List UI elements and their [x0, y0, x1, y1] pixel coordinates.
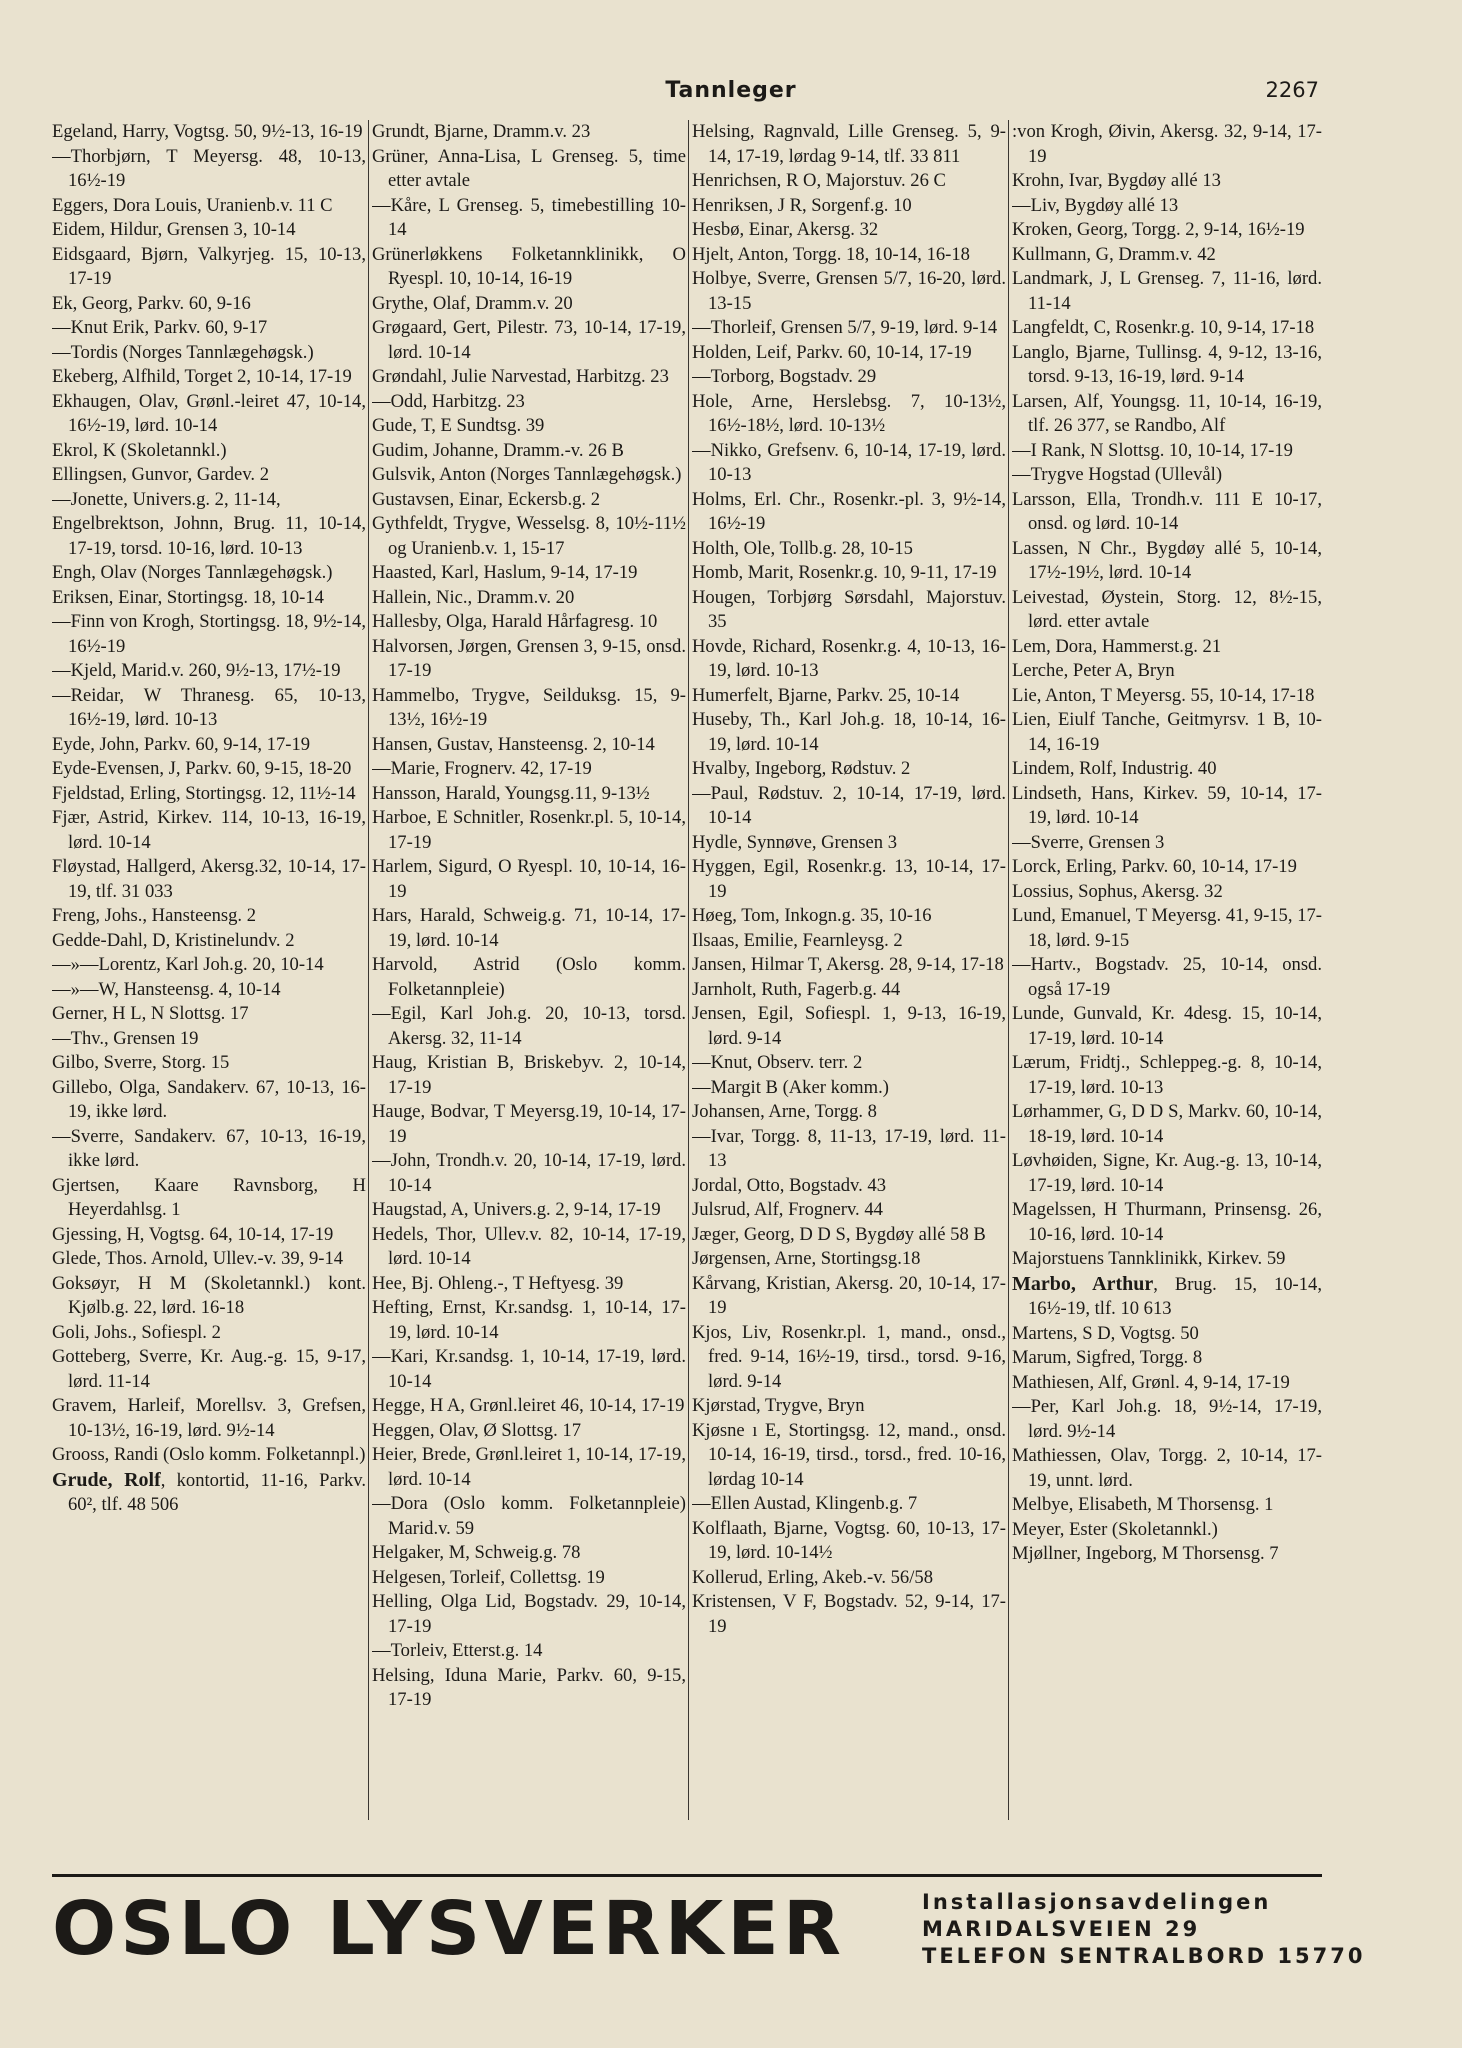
- directory-entry: Grünerløkkens Folketannklinikk, O Ryespl. 10, 10-14, 16-19: [372, 243, 686, 289]
- directory-entry: Kollerud, Erling, Akeb.-v. 56/58: [692, 1566, 933, 1588]
- directory-entry: Homb, Marit, Rosenkr.g. 10, 9-11, 17-19: [692, 562, 997, 583]
- directory-entry: Larsen, Alf, Youngsg. 11, 10-14, 16-19, tlf. 26 377, se Randbo, Alf: [1012, 390, 1322, 436]
- directory-entry: Lærum, Fridtj., Schleppeg.-g. 8, 10-14, 17-19, lørd. 10-13: [1012, 1052, 1322, 1098]
- directory-entry: Mathiesen, Alf, Grønl. 4, 9-14, 17-19: [1012, 1371, 1290, 1393]
- directory-entry: —Thv., Grensen 19: [52, 1027, 199, 1049]
- directory-entry: Halvorsen, Jørgen, Grensen 3, 9-15, onsd. 17-19: [372, 635, 686, 681]
- directory-entry: —Per, Karl Joh.g. 18, 9½-14, 17-19, lørd. 9½-14: [1012, 1396, 1322, 1442]
- directory-entry: Kjos, Liv, Rosenkr.pl. 1, mand., onsd., fred. 9-14, 16½-19, tirsd., torsd. 9-16, lørd. 9-14: [692, 1321, 1006, 1392]
- directory-entry: —Kjeld, Marid.v. 260, 9½-13, 17½-19: [52, 660, 341, 681]
- directory-entry: Gedde-Dahl, D, Kristinelundv. 2: [52, 929, 295, 951]
- directory-entry: Mathiessen, Olav, Torgg. 2, 10-14, 17-19, unnt. lørd.: [1012, 1445, 1322, 1491]
- directory-entry: —Finn von Krogh, Stortingsg. 18, 9½-14, 16½-19: [52, 611, 366, 657]
- directory-entry: Lund, Emanuel, T Meyersg. 41, 9-15, 17-18, lørd. 9-15: [1012, 905, 1322, 951]
- directory-entry: Hallein, Nic., Dramm.v. 20: [372, 586, 575, 608]
- directory-entry: Humerfelt, Bjarne, Parkv. 25, 10-14: [692, 684, 960, 706]
- directory-entry: Eggers, Dora Louis, Uranienb.v. 11 C: [52, 194, 333, 216]
- directory-entry: Henriksen, J R, Sorgenf.g. 10: [692, 194, 912, 216]
- department-line: Installasjonsavdelingen: [922, 1890, 1272, 1914]
- directory-entry: Ekeberg, Alfhild, Torget 2, 10-14, 17-19: [52, 366, 352, 387]
- directory-entry: —Dora (Oslo komm. Folketannpleie) Marid.v. 59: [372, 1493, 686, 1539]
- directory-entry: Gythfeldt, Trygve, Wesselsg. 8, 10½-11½ og Uranienb.v. 1, 15-17: [372, 513, 686, 559]
- directory-entry: Ellingsen, Gunvor, Gardev. 2: [52, 464, 269, 485]
- directory-entry: Fjeldstad, Erling, Stortingsg. 12, 11½-14: [52, 782, 356, 804]
- directory-entry: Kroken, Georg, Torgg. 2, 9-14, 16½-19: [1012, 219, 1305, 240]
- directory-entry: Hammelbo, Trygve, Seilduksg. 15, 9-13½, 16½-19: [372, 684, 686, 730]
- directory-entry: Hauge, Bodvar, T Meyersg.19, 10-14, 17-19: [372, 1101, 686, 1147]
- directory-entry: Huseby, Th., Karl Joh.g. 18, 10-14, 16-19, lørd. 10-14: [692, 709, 1006, 755]
- directory-entry: Kristensen, V F, Bogstadv. 52, 9-14, 17-19: [692, 1591, 1006, 1637]
- directory-entry: Gulsvik, Anton (Norges Tannlægehøgsk.): [372, 464, 682, 485]
- directory-columns: [52, 120, 1322, 1840]
- column-3: [692, 120, 1006, 1840]
- directory-entry: Majorstuens Tannklinikk, Kirkev. 59: [1012, 1248, 1286, 1269]
- directory-entry: Eidem, Hildur, Grensen 3, 10-14: [52, 219, 296, 240]
- directory-entry: Helling, Olga Lid, Bogstadv. 29, 10-14, 17-19: [372, 1591, 686, 1637]
- directory-entry: Hesbø, Einar, Akersg. 32: [692, 219, 879, 240]
- directory-entry: Hansen, Gustav, Hansteensg. 2, 10-14: [372, 733, 655, 755]
- directory-entry: Leivestad, Øystein, Storg. 12, 8½-15, lørd. etter avtale: [1012, 586, 1322, 632]
- directory-entry: —Kåre, L Grenseg. 5, timebestilling 10-14: [372, 194, 686, 240]
- directory-entry: Lie, Anton, T Meyersg. 55, 10-14, 17-18: [1012, 684, 1315, 706]
- directory-entry: Fløystad, Hallgerd, Akersg.32, 10-14, 17-19, tlf. 31 033: [52, 856, 366, 902]
- directory-entry: Gilbo, Sverre, Storg. 15: [52, 1052, 230, 1073]
- directory-entry: Langfeldt, C, Rosenkr.g. 10, 9-14, 17-18: [1012, 317, 1315, 338]
- directory-entry: —Torborg, Bogstadv. 29: [692, 366, 877, 387]
- column-divider: [688, 120, 689, 1820]
- directory-entry: Freng, Johs., Hansteensg. 2: [52, 905, 256, 926]
- directory-entry: Melbye, Elisabeth, M Thorsensg. 1: [1012, 1494, 1274, 1515]
- column-divider: [1008, 120, 1009, 1820]
- directory-entry: Haasted, Karl, Haslum, 9-14, 17-19: [372, 562, 638, 583]
- directory-entry: Grooss, Randi (Oslo komm. Folketannpl.): [52, 1444, 366, 1465]
- directory-entry: Kolflaath, Bjarne, Vogtsg. 60, 10-13, 17-19, lørd. 10-14½: [692, 1517, 1006, 1563]
- directory-entry: Goksøyr, H M (Skoletannkl.) kont. Kjølb.g. 22, lørd. 16-18: [52, 1272, 366, 1318]
- directory-entry: Harboe, E Schnitler, Rosenkr.pl. 5, 10-14, 17-19: [372, 807, 686, 853]
- directory-entry: Lossius, Sophus, Akersg. 32: [1012, 880, 1223, 902]
- directory-entry: —Liv, Bygdøy allé 13: [1012, 194, 1179, 216]
- directory-entry: —Ivar, Torgg. 8, 11-13, 17-19, lørd. 11-13: [692, 1125, 1006, 1171]
- directory-entry: Mjøllner, Ingeborg, M Thorsensg. 7: [1012, 1543, 1279, 1564]
- directory-entry: Kjørstad, Trygve, Bryn: [692, 1395, 865, 1416]
- directory-entry: —Nikko, Grefsenv. 6, 10-14, 17-19, lørd. 10-13: [692, 439, 1006, 485]
- directory-entry: Julsrud, Alf, Frognerv. 44: [692, 1199, 883, 1220]
- directory-entry: Heier, Brede, Grønl.leiret 1, 10-14, 17-19, lørd. 10-14: [372, 1444, 686, 1490]
- directory-entry: Marum, Sigfred, Torgg. 8: [1012, 1347, 1203, 1368]
- directory-entry: —Kari, Kr.sandsg. 1, 10-14, 17-19, lørd. 10-14: [372, 1346, 686, 1392]
- column-2: [372, 120, 686, 1840]
- directory-entry: Goli, Johs., Sofiespl. 2: [52, 1321, 221, 1343]
- directory-entry: Helsing, Iduna Marie, Parkv. 60, 9-15, 17-19: [372, 1664, 686, 1710]
- directory-entry: Gravem, Harleif, Morellsv. 3, Grefsen, 10-13½, 16-19, lørd. 9½-14: [52, 1395, 366, 1441]
- directory-entry: Grøndahl, Julie Narvestad, Harbitzg. 23: [372, 366, 669, 387]
- directory-entry: Løvhøiden, Signe, Kr. Aug.-g. 13, 10-14, 17-19, lørd. 10-14: [1012, 1150, 1322, 1196]
- directory-entry: —Torleiv, Etterst.g. 14: [372, 1640, 543, 1661]
- directory-entry: Hyggen, Egil, Rosenkr.g. 13, 10-14, 17-19: [692, 856, 1006, 902]
- directory-entry: Kullmann, G, Dramm.v. 42: [1012, 243, 1216, 265]
- directory-entry: —Paul, Rødstuv. 2, 10-14, 17-19, lørd. 10-14: [692, 782, 1006, 828]
- directory-entry: Ekrol, K (Skoletannkl.): [52, 439, 227, 461]
- directory-entry: Engelbrektson, Johnn, Brug. 11, 10-14, 17-19, torsd. 10-16, lørd. 10-13: [52, 513, 366, 559]
- directory-entry: Ekhaugen, Olav, Grønl.-leiret 47, 10-14, 16½-19, lørd. 10-14: [52, 390, 366, 436]
- directory-entry: Harlem, Sigurd, O Ryespl. 10, 10-14, 16-19: [372, 856, 686, 902]
- directory-entry: Hjelt, Anton, Torgg. 18, 10-14, 16-18: [692, 243, 970, 265]
- directory-entry: —Margit B (Aker komm.): [692, 1076, 889, 1098]
- directory-entry: Hougen, Torbjørg Sørsdahl, Majorstuv. 35: [692, 586, 1006, 632]
- directory-entry: Holbye, Sverre, Grensen 5/7, 16-20, lørd. 13-15: [692, 268, 1006, 314]
- address-line: MARIDALSVEIEN 29: [922, 1917, 1201, 1941]
- directory-entry: Gillebo, Olga, Sandakerv. 67, 10-13, 16-19, ikke lørd.: [52, 1076, 366, 1122]
- directory-entry: :von Krogh, Øivin, Akersg. 32, 9-14, 17-19: [1012, 121, 1322, 167]
- directory-entry: Jordal, Otto, Bogstadv. 43: [692, 1174, 887, 1196]
- directory-entry: —Knut Erik, Parkv. 60, 9-17: [52, 317, 268, 338]
- directory-entry: Lerche, Peter A, Bryn: [1012, 660, 1175, 681]
- directory-entry: Henrichsen, R O, Majorstuv. 26 C: [692, 170, 946, 191]
- directory-entry: Haug, Kristian B, Briskebyv. 2, 10-14, 17-19: [372, 1052, 686, 1098]
- directory-entry: Johansen, Arne, Torgg. 8: [692, 1101, 877, 1122]
- directory-entry: Holth, Ole, Tollb.g. 28, 10-15: [692, 537, 913, 559]
- directory-entry: Kårvang, Kristian, Akersg. 20, 10-14, 17-19: [692, 1272, 1006, 1318]
- directory-entry: Lindem, Rolf, Industrig. 40: [1012, 758, 1217, 779]
- directory-entry: Helsing, Ragnvald, Lille Grenseg. 5, 9-14, 17-19, lørdag 9-14, tlf. 33 811: [692, 121, 1006, 167]
- directory-entry: Heggen, Olav, Ø Slottsg. 17: [372, 1419, 581, 1441]
- directory-entry: —Ellen Austad, Klingenb.g. 7: [692, 1493, 918, 1514]
- advertiser-name: OSLO LYSVERKER: [52, 1886, 846, 1972]
- directory-entry: —Thorbjørn, T Meyersg. 48, 10-13, 16½-19: [52, 145, 366, 191]
- directory-entry: Gerner, H L, N Slottsg. 17: [52, 1003, 249, 1024]
- directory-entry: —Jonette, Univers.g. 2, 11-14,: [52, 488, 281, 510]
- directory-entry: —Knut, Observ. terr. 2: [692, 1052, 863, 1073]
- directory-entry: —Sverre, Grensen 3: [1012, 831, 1165, 853]
- directory-entry: Gude, T, E Sundtsg. 39: [372, 415, 545, 436]
- directory-entry: —I Rank, N Slottsg. 10, 10-14, 17-19: [1012, 439, 1293, 461]
- directory-entry: Høeg, Tom, Inkogn.g. 35, 10-16: [692, 905, 932, 926]
- directory-entry: Eriksen, Einar, Stortingsg. 18, 10-14: [52, 586, 324, 608]
- directory-entry: Jensen, Egil, Sofiespl. 1, 9-13, 16-19, lørd. 9-14: [692, 1003, 1006, 1049]
- directory-entry: Harvold, Astrid (Oslo komm. Folketannpleie): [372, 954, 686, 1000]
- directory-entry: Jarnholt, Ruth, Fagerb.g. 44: [692, 978, 901, 1000]
- directory-entry: Hegge, H A, Grønl.leiret 46, 10-14, 17-19: [372, 1395, 685, 1416]
- directory-entry: Grøgaard, Gert, Pilestr. 73, 10-14, 17-19, lørd. 10-14: [372, 317, 686, 363]
- directory-entry: —Egil, Karl Joh.g. 20, 10-13, torsd. Akersg. 32, 11-14: [372, 1003, 686, 1049]
- directory-entry: Marbo, Arthur, Brug. 15, 10-14, 16½-19, tlf. 10 613: [1012, 1272, 1322, 1319]
- directory-entry: Lassen, N Chr., Bygdøy allé 5, 10-14, 17½-19½, lørd. 10-14: [1012, 537, 1322, 583]
- directory-entry: Fjær, Astrid, Kirkev. 114, 10-13, 16-19, lørd. 10-14: [52, 807, 366, 853]
- directory-entry: Grude, Rolf, kontortid, 11-16, Parkv. 60², tlf. 48 506: [52, 1468, 366, 1515]
- directory-entry: Hee, Bj. Ohleng.-, T Heftyesg. 39: [372, 1272, 624, 1294]
- directory-entry: —Marie, Frognerv. 42, 17-19: [372, 758, 592, 779]
- directory-entry: Gudim, Johanne, Dramm.-v. 26 B: [372, 439, 624, 461]
- directory-entry: —Thorleif, Grensen 5/7, 9-19, lørd. 9-14: [692, 317, 998, 338]
- directory-entry: Lindseth, Hans, Kirkev. 59, 10-14, 17-19, lørd. 10-14: [1012, 782, 1322, 828]
- directory-entry: Jørgensen, Arne, Stortingsg.18: [692, 1248, 921, 1269]
- column-divider: [368, 120, 369, 1820]
- directory-entry: Haugstad, A, Univers.g. 2, 9-14, 17-19: [372, 1199, 661, 1220]
- directory-entry: Lunde, Gunvald, Kr. 4desg. 15, 10-14, 17-19, lørd. 10-14: [1012, 1003, 1322, 1049]
- directory-entry: —Trygve Hogstad (Ullevål): [1012, 464, 1223, 485]
- directory-entry: Hedels, Thor, Ullev.v. 82, 10-14, 17-19, lørd. 10-14: [372, 1223, 686, 1269]
- directory-entry: Eyde, John, Parkv. 60, 9-14, 17-19: [52, 733, 311, 755]
- directory-entry: Hovde, Richard, Rosenkr.g. 4, 10-13, 16-19, lørd. 10-13: [692, 635, 1006, 681]
- directory-entry: Grundt, Bjarne, Dramm.v. 23: [372, 121, 591, 142]
- directory-entry: Grüner, Anna-Lisa, L Grenseg. 5, time etter avtale: [372, 145, 686, 191]
- directory-entry: Ek, Georg, Parkv. 60, 9-16: [52, 292, 251, 314]
- directory-entry: Hallesby, Olga, Harald Hårfagresg. 10: [372, 611, 658, 632]
- directory-entry: Hydle, Synnøve, Grensen 3: [692, 831, 898, 853]
- phone-line: TELEFON SENTRALBORD 15770: [922, 1944, 1366, 1968]
- page-number: 2267: [1265, 78, 1319, 102]
- directory-entry: Lorck, Erling, Parkv. 60, 10-14, 17-19: [1012, 856, 1297, 877]
- directory-entry: Helgesen, Torleif, Collettsg. 19: [372, 1566, 605, 1588]
- directory-entry: Egeland, Harry, Vogtsg. 50, 9½-13, 16-19: [52, 121, 363, 142]
- directory-entry: Eidsgaard, Bjørn, Valkyrjeg. 15, 10-13, 17-19: [52, 243, 366, 289]
- directory-entry: Helgaker, M, Schweig.g. 78: [372, 1542, 581, 1563]
- column-1: [52, 120, 366, 1840]
- directory-entry: Jæger, Georg, D D S, Bygdøy allé 58 B: [692, 1223, 986, 1245]
- directory-entry: Eyde-Evensen, J, Parkv. 60, 9-15, 18-20: [52, 758, 352, 779]
- directory-entry: —Sverre, Sandakerv. 67, 10-13, 16-19, ikke lørd.: [52, 1125, 366, 1171]
- directory-entry: Hars, Harald, Schweig.g. 71, 10-14, 17-19, lørd. 10-14: [372, 905, 686, 951]
- directory-entry: Hvalby, Ingeborg, Rødstuv. 2: [692, 758, 911, 779]
- directory-entry: Hefting, Ernst, Kr.sandsg. 1, 10-14, 17-19, lørd. 10-14: [372, 1297, 686, 1343]
- advertiser-details: [922, 1889, 1366, 1970]
- directory-entry: Gustavsen, Einar, Eckersb.g. 2: [372, 488, 601, 510]
- directory-entry: Landmark, J, L Grenseg. 7, 11-16, lørd. 11-14: [1012, 268, 1322, 314]
- directory-entry: Glede, Thos. Arnold, Ullev.-v. 39, 9-14: [52, 1248, 344, 1269]
- directory-entry: —Tordis (Norges Tannlægehøgsk.): [52, 341, 314, 363]
- directory-entry: Hansson, Harald, Youngsg.11, 9-13½: [372, 782, 650, 804]
- directory-entry: Gjertsen, Kaare Ravnsborg, H Heyerdahlsg. 1: [52, 1174, 366, 1220]
- directory-entry: Lørhammer, G, D D S, Markv. 60, 10-14, 18-19, lørd. 10-14: [1012, 1101, 1322, 1147]
- directory-entry: Larsson, Ella, Trondh.v. 111 E 10-17, onsd. og lørd. 10-14: [1012, 488, 1322, 534]
- directory-entry: —John, Trondh.v. 20, 10-14, 17-19, lørd. 10-14: [372, 1150, 686, 1196]
- advertisement-banner: [52, 1874, 1366, 1973]
- directory-entry: Holden, Leif, Parkv. 60, 10-14, 17-19: [692, 341, 972, 363]
- page-title: Tannleger: [665, 78, 797, 103]
- directory-entry: Magelssen, H Thurmann, Prinsensg. 26, 10-16, lørd. 10-14: [1012, 1199, 1322, 1245]
- directory-entry: Engh, Olav (Norges Tannlægehøgsk.): [52, 562, 333, 583]
- directory-entry: Gotteberg, Sverre, Kr. Aug.-g. 15, 9-17, lørd. 11-14: [52, 1346, 366, 1392]
- directory-entry: Lien, Eiulf Tanche, Geitmyrsv. 1 B, 10-14, 16-19: [1012, 709, 1322, 755]
- directory-entry: Gjessing, H, Vogtsg. 64, 10-14, 17-19: [52, 1223, 334, 1245]
- directory-entry: —Hartv., Bogstadv. 25, 10-14, onsd. også 17-19: [1012, 954, 1322, 1000]
- directory-entry: —»—Lorentz, Karl Joh.g. 20, 10-14: [52, 954, 324, 975]
- directory-entry: Ilsaas, Emilie, Fearnleysg. 2: [692, 929, 903, 951]
- directory-entry: Kjøsne ı E, Stortingsg. 12, mand., onsd. 10-14, 16-19, tirsd., torsd., fred. 10-16, lørdag 10-14: [692, 1419, 1006, 1490]
- column-4: [1012, 120, 1322, 1840]
- directory-entry: Lem, Dora, Hammerst.g. 21: [1012, 635, 1222, 657]
- directory-entry: —Odd, Harbitzg. 23: [372, 390, 525, 412]
- directory-entry: —»—W, Hansteensg. 4, 10-14: [52, 978, 281, 1000]
- directory-entry: Jansen, Hilmar T, Akersg. 28, 9-14, 17-18: [692, 954, 1004, 975]
- directory-entry: Langlo, Bjarne, Tullinsg. 4, 9-12, 13-16, torsd. 9-13, 16-19, lørd. 9-14: [1012, 341, 1322, 387]
- directory-entry: Martens, S D, Vogtsg. 50: [1012, 1322, 1199, 1344]
- directory-entry: Holms, Erl. Chr., Rosenkr.-pl. 3, 9½-14, 16½-19: [692, 488, 1006, 534]
- directory-entry: Grythe, Olaf, Dramm.v. 20: [372, 292, 573, 314]
- directory-entry: Hole, Arne, Herslebsg. 7, 10-13½, 16½-18½, lørd. 10-13½: [692, 390, 1006, 436]
- directory-entry: Krohn, Ivar, Bygdøy allé 13: [1012, 170, 1221, 191]
- directory-entry: —Reidar, W Thranesg. 65, 10-13, 16½-19, lørd. 10-13: [52, 684, 366, 730]
- directory-entry: Meyer, Ester (Skoletannkl.): [1012, 1518, 1218, 1540]
